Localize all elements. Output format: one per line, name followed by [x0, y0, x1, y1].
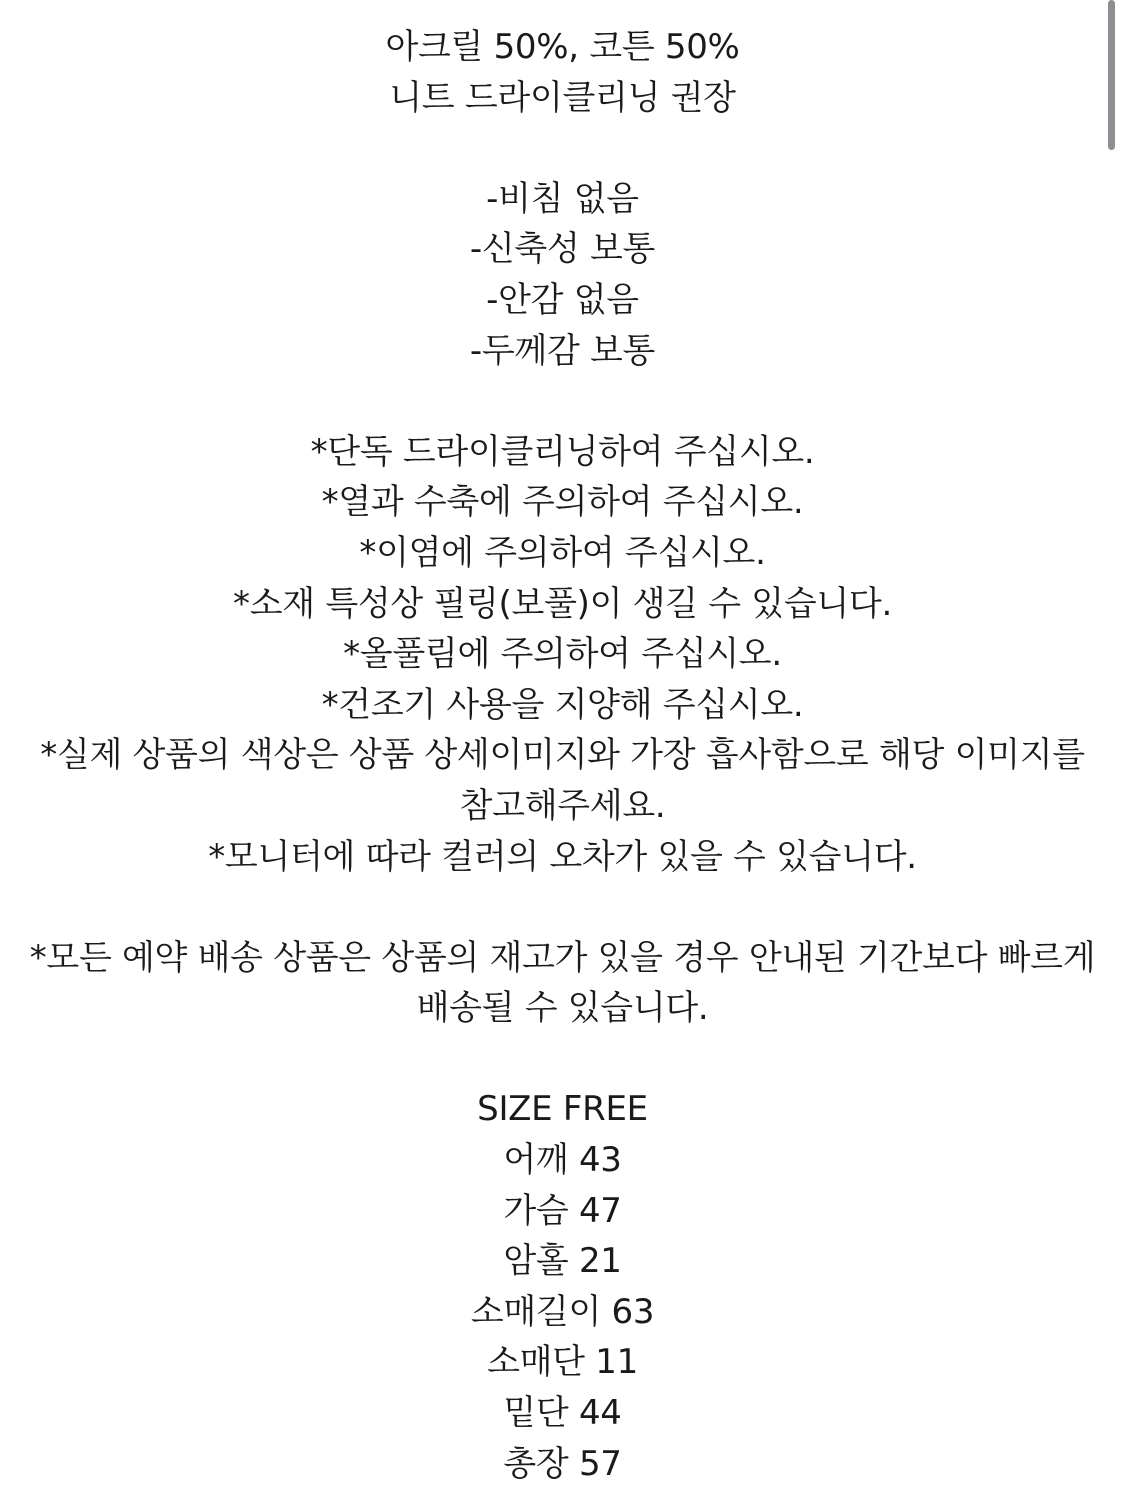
care-note: *모니터에 따라 컬러의 오차가 있을 수 있습니다.	[208, 836, 917, 877]
size-measurement: 총장 57	[503, 1443, 622, 1484]
size-measurement: 가슴 47	[503, 1190, 622, 1231]
care-recommendation-line: 니트 드라이클리닝 권장	[389, 77, 736, 118]
feature-item: -두께감 보통	[469, 330, 656, 371]
feature-item: -비침 없음	[486, 178, 639, 219]
spacer	[0, 376, 1125, 427]
size-title: SIZE FREE	[477, 1089, 648, 1130]
product-details-text	[0, 22, 1125, 1489]
feature-item: -신축성 보통	[469, 229, 656, 270]
size-measurement: 소매길이 63	[470, 1291, 655, 1332]
care-note: *열과 수축에 주의하여 주십시오.	[321, 482, 804, 523]
shipping-note: 배송될 수 있습니다.	[416, 988, 709, 1029]
care-note: 참고해주세요.	[459, 785, 666, 826]
size-measurement: 밑단 44	[503, 1393, 622, 1434]
care-note: *건조기 사용을 지양해 주십시오.	[321, 684, 804, 725]
size-measurement: 어깨 43	[503, 1140, 622, 1181]
size-measurement: 소매단 11	[487, 1342, 638, 1383]
feature-item: -안감 없음	[486, 279, 639, 320]
spacer	[0, 123, 1125, 174]
care-note: *단독 드라이클리닝하여 주십시오.	[310, 431, 815, 472]
care-note: *실제 상품의 색상은 상품 상세이미지와 가장 흡사함으로 해당 이미지를	[40, 735, 1085, 776]
spacer	[0, 1034, 1125, 1085]
spacer	[0, 882, 1125, 933]
composition-line: 아크릴 50%, 코튼 50%	[385, 27, 740, 67]
care-note: *소재 특성상 필링(보풀)이 생길 수 있습니다.	[233, 583, 892, 624]
shipping-note: *모든 예약 배송 상품은 상품의 재고가 있을 경우 안내된 기간보다 빠르게	[29, 937, 1096, 978]
care-note: *이염에 주의하여 주십시오.	[359, 532, 766, 573]
size-measurement: 암홀 21	[503, 1241, 622, 1282]
care-note: *올풀림에 주의하여 주십시오.	[343, 634, 782, 675]
